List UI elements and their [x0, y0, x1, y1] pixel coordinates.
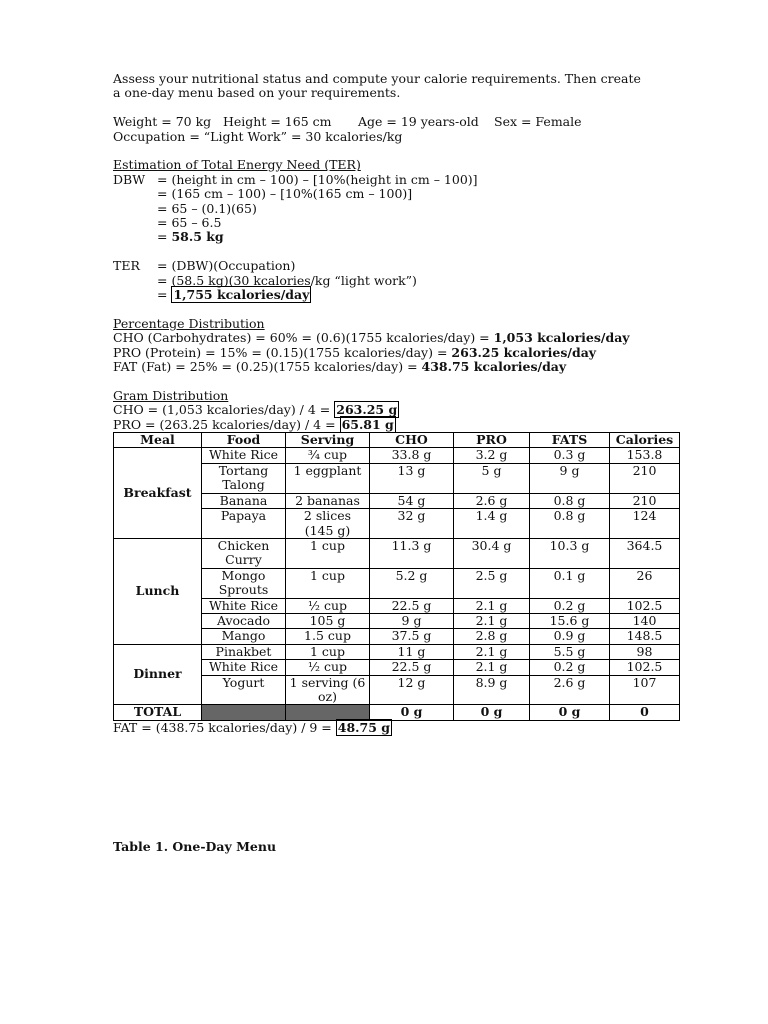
total-calories-cell: 0	[610, 705, 680, 720]
pro-cell: 2.5 g	[454, 568, 530, 598]
dbw-result-line: = 58.5 kg	[157, 229, 224, 245]
one-day-menu-table	[113, 432, 680, 721]
dbw-step: = 65 – 6.5	[157, 215, 222, 231]
pro-cell: 2.6 g	[454, 493, 530, 508]
total-fats-cell: 0 g	[530, 705, 610, 720]
cho-cell: 11 g	[370, 644, 454, 659]
profile-occupation: Occupation = “Light Work” = 30 kcalories/kg	[113, 128, 403, 144]
ter-result: 1,755 kcalories/day	[173, 287, 310, 303]
ter-heading: Estimation of Total Energy Need (TER)	[113, 157, 361, 173]
cho-cell: 33.8 g	[370, 448, 454, 463]
total-row	[114, 705, 680, 720]
profile-sex: Sex = Female	[494, 114, 582, 130]
food-cell: Banana	[202, 493, 286, 508]
food-cell: Papaya	[202, 509, 286, 539]
profile-weight: Weight = 70 kg	[113, 114, 212, 130]
fats-cell: 10.3 g	[530, 538, 610, 568]
calories-cell: 210	[610, 493, 680, 508]
pro-cell: 2.1 g	[454, 660, 530, 675]
gram-heading: Gram Distribution	[113, 387, 229, 403]
gram-pro: PRO = (263.25 kcalories/day) / 4 = 65.81 g	[113, 416, 394, 432]
dbw-line	[113, 216, 673, 230]
shaded-cell	[202, 705, 286, 720]
cho-cell: 5.2 g	[370, 568, 454, 598]
fats-cell: 0.8 g	[530, 509, 610, 539]
food-cell: White Rice	[202, 598, 286, 613]
food-cell: Chicken Curry	[202, 538, 286, 568]
shaded-cell	[286, 705, 370, 720]
fats-cell: 0.8 g	[530, 493, 610, 508]
serving-cell: 2 bananas	[286, 493, 370, 508]
ter-label: TER	[113, 258, 140, 274]
food-cell: White Rice	[202, 660, 286, 675]
percentage-fat-result: 438.75 kcalories/day	[421, 359, 567, 375]
table-row	[114, 644, 680, 659]
calories-cell: 98	[610, 644, 680, 659]
cho-cell: 54 g	[370, 493, 454, 508]
calories-cell: 153.8	[610, 448, 680, 463]
serving-cell: 105 g	[286, 613, 370, 628]
calories-cell: 364.5	[610, 538, 680, 568]
cho-cell: 22.5 g	[370, 660, 454, 675]
percentage-fat: FAT (Fat) = 25% = (0.25)(1755 kcalories/day) = 438.75 kcalories/day	[113, 359, 567, 375]
dbw-line	[113, 202, 673, 216]
pro-cell: 1.4 g	[454, 509, 530, 539]
ter-line	[113, 259, 673, 273]
cho-cell: 37.5 g	[370, 629, 454, 644]
fats-cell: 0.1 g	[530, 568, 610, 598]
fats-cell: 5.5 g	[530, 644, 610, 659]
cho-cell: 11.3 g	[370, 538, 454, 568]
calories-cell: 210	[610, 463, 680, 493]
serving-cell: ½ cup	[286, 598, 370, 613]
intro-line-2: a one-day menu based on your requirements.	[113, 85, 401, 101]
serving-cell: ½ cup	[286, 660, 370, 675]
meal-name-cell: Dinner	[114, 644, 202, 705]
food-cell: Mongo Sprouts	[202, 568, 286, 598]
table-header-row	[114, 433, 680, 448]
fats-cell: 2.6 g	[530, 675, 610, 705]
total-cho-cell: 0 g	[370, 705, 454, 720]
calories-cell: 140	[610, 613, 680, 628]
fats-cell: 0.2 g	[530, 598, 610, 613]
fats-cell: 0.9 g	[530, 629, 610, 644]
food-cell: Tortang Talong	[202, 463, 286, 493]
serving-cell: 2 slices (145 g)	[286, 509, 370, 539]
dbw-result: 58.5 kg	[171, 229, 224, 245]
table-row	[114, 448, 680, 463]
pro-cell: 2.1 g	[454, 644, 530, 659]
header-meal: Meal	[114, 433, 202, 448]
pro-cell: 2.1 g	[454, 613, 530, 628]
calories-cell: 124	[610, 509, 680, 539]
pro-cell: 30.4 g	[454, 538, 530, 568]
percentage-cho: CHO (Carbohydrates) = 60% = (0.6)(1755 kcalories/day) = 1,053 kcalories/day	[113, 330, 630, 346]
food-cell: Avocado	[202, 613, 286, 628]
ter-result-line: = 1,755 kcalories/day	[157, 287, 310, 303]
header-cho: CHO	[370, 433, 454, 448]
header-pro: PRO	[454, 433, 530, 448]
dbw-formula: = (height in cm – 100) – [10%(height in cm – 100)]	[157, 171, 478, 187]
gram-fat: FAT = (438.75 kcalories/day) / 9 = 48.75 g	[113, 719, 390, 735]
calories-cell: 102.5	[610, 660, 680, 675]
dbw-label: DBW	[113, 171, 146, 187]
dbw-step: = 65 – (0.1)(65)	[157, 200, 257, 216]
header-calories: Calories	[610, 433, 680, 448]
meal-name-cell: Breakfast	[114, 448, 202, 538]
fats-cell: 0.3 g	[530, 448, 610, 463]
fats-cell: 0.2 g	[530, 660, 610, 675]
cho-cell: 9 g	[370, 613, 454, 628]
cho-cell: 22.5 g	[370, 598, 454, 613]
calories-cell: 102.5	[610, 598, 680, 613]
profile-row	[113, 115, 673, 129]
pro-cell: 5 g	[454, 463, 530, 493]
document-body	[113, 72, 673, 735]
food-cell: Yogurt	[202, 675, 286, 705]
ter-formula: = (DBW)(Occupation)	[157, 258, 296, 274]
table-caption: Table 1. One-Day Menu	[113, 839, 277, 854]
calories-cell: 26	[610, 568, 680, 598]
gram-cho: CHO = (1,053 kcalories/day) / 4 = 263.25 g	[113, 402, 398, 418]
fats-cell: 9 g	[530, 463, 610, 493]
cho-cell: 32 g	[370, 509, 454, 539]
dbw-substitution: = (165 cm – 100) – [10%(165 cm – 100)]	[157, 186, 413, 202]
calories-cell: 148.5	[610, 629, 680, 644]
profile-age: Age = 19 years-old	[358, 114, 479, 130]
fats-cell: 15.6 g	[530, 613, 610, 628]
pro-cell: 2.1 g	[454, 598, 530, 613]
total-label-cell: TOTAL	[114, 705, 202, 720]
percentage-pro: PRO (Protein) = 15% = (0.15)(1755 kcalories/day) = 263.25 kcalories/day	[113, 344, 597, 360]
ter-substitution: = (58.5 kg)(30 kcalories/kg “light work”)	[157, 272, 417, 288]
intro-line-1: Assess your nutritional status and compute your calorie requirements. Then create	[113, 71, 641, 86]
pro-cell: 3.2 g	[454, 448, 530, 463]
header-food: Food	[202, 433, 286, 448]
percentage-heading: Percentage Distribution	[113, 315, 265, 331]
serving-cell: ¾ cup	[286, 448, 370, 463]
gram-pro-result: 65.81 g	[341, 416, 394, 432]
food-cell: Mango	[202, 629, 286, 644]
dbw-line	[113, 173, 673, 187]
meal-name-cell: Lunch	[114, 538, 202, 644]
calories-cell: 107	[610, 675, 680, 705]
header-serving: Serving	[286, 433, 370, 448]
serving-cell: 1 eggplant	[286, 463, 370, 493]
dbw-line	[113, 187, 673, 201]
serving-cell: 1 cup	[286, 568, 370, 598]
serving-cell: 1 cup	[286, 644, 370, 659]
header-fats: FATS	[530, 433, 610, 448]
table-row	[114, 538, 680, 568]
total-pro-cell: 0 g	[454, 705, 530, 720]
serving-cell: 1.5 cup	[286, 629, 370, 644]
pro-cell: 2.8 g	[454, 629, 530, 644]
pro-cell: 8.9 g	[454, 675, 530, 705]
food-cell: White Rice	[202, 448, 286, 463]
gram-fat-result: 48.75 g	[337, 719, 390, 735]
profile-height: Height = 165 cm	[223, 114, 332, 130]
cho-cell: 13 g	[370, 463, 454, 493]
serving-cell: 1 cup	[286, 538, 370, 568]
serving-cell: 1 serving (6 oz)	[286, 675, 370, 705]
gram-cho-result: 263.25 g	[336, 402, 398, 418]
food-cell: Pinakbet	[202, 644, 286, 659]
percentage-cho-result: 1,053 kcalories/day	[493, 330, 630, 346]
percentage-pro-result: 263.25 kcalories/day	[451, 344, 597, 360]
cho-cell: 12 g	[370, 675, 454, 705]
